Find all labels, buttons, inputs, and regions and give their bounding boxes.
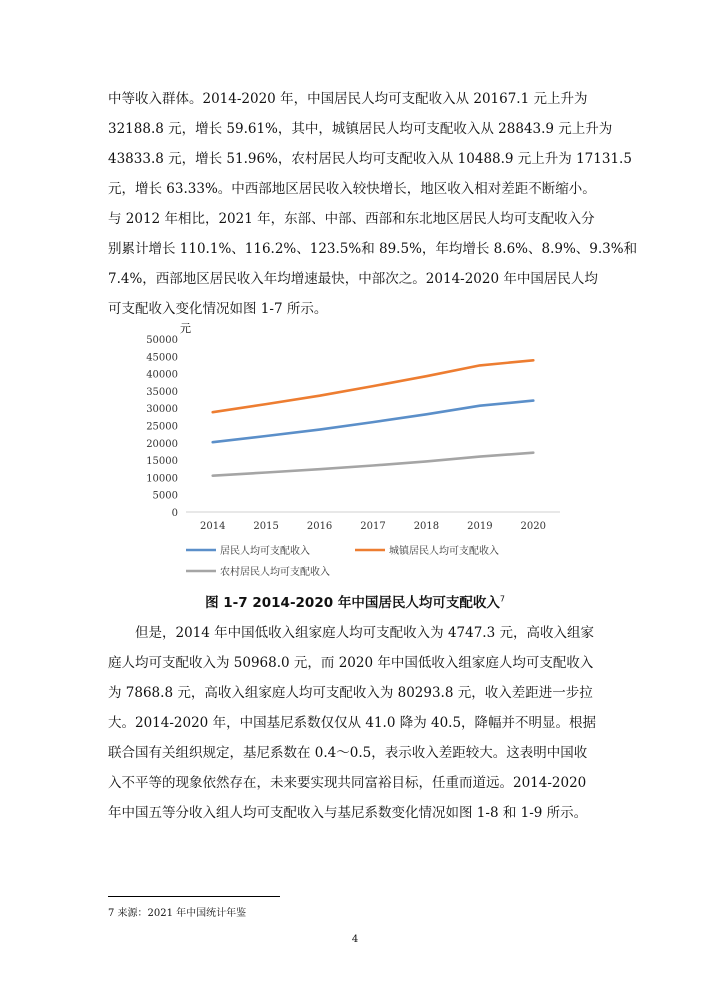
- y-tick-label: 40000: [146, 369, 178, 381]
- x-tick-label: 2019: [467, 521, 493, 532]
- text-line: 庭人均可支配收入为 50968.0 元，而 2020 年中国低收入组家庭人均可支配收入: [108, 655, 594, 671]
- legend-label: 城镇居民人均可支配收入: [389, 546, 499, 557]
- legend-label: 农村居民人均可支配收入: [220, 567, 330, 578]
- text-line: 别累计增长 110.1%、116.2%、123.5%和 89.5%，年均增长 8.6%、8.9%、9.3%和: [108, 241, 638, 257]
- series-line-1: [213, 401, 534, 443]
- x-tick-label: 2015: [253, 521, 279, 532]
- text-line: 32188.8 元，增长 59.61%，其中，城镇居民人均可支配收入从 28843.9 元上升为: [108, 121, 613, 137]
- text-line: 但是，2014 年中国低收入组家庭人均可支配收入为 4747.3 元，高收入组家: [135, 625, 594, 641]
- x-tick-label: 2017: [360, 521, 386, 532]
- text-line: 入不平等的现象依然存在，未来要实现共同富裕目标，任重而道远。2014-2020: [108, 775, 587, 791]
- y-axis-unit-label: 元: [180, 322, 191, 335]
- footnote-divider: [108, 896, 280, 897]
- footnote: 7 来源：2021 年中国统计年鉴: [108, 908, 247, 919]
- text-line: 可支配收入变化情况如图 1-7 所示。: [108, 301, 328, 317]
- y-tick-label: 0: [171, 508, 178, 519]
- x-tick-label: 2014: [199, 521, 226, 532]
- text-line: 中等收入群体。2014-2020 年，中国居民人均可支配收入从 20167.1 元上升为: [108, 91, 588, 107]
- y-tick-label: 30000: [146, 404, 178, 416]
- text-line: 7.4%，西部地区居民收入年均增速最快，中部次之。2014-2020 年中国居民人均: [108, 271, 598, 287]
- text-line: 年中国五等分收入组人均可支配收入与基尼系数变化情况如图 1-8 和 1-9 所示。: [108, 805, 588, 821]
- legend-label: 居民人均可支配收入: [220, 546, 310, 557]
- y-tick-label: 20000: [146, 438, 178, 450]
- y-tick-label: 25000: [146, 421, 178, 433]
- figure-caption: [0, 591, 710, 611]
- text-line: 元，增长 63.33%。中西部地区居民收入较快增长，地区收入相对差距不断缩小。: [108, 181, 596, 197]
- y-tick-label: 35000: [146, 386, 178, 398]
- y-tick-label: 5000: [152, 490, 178, 502]
- x-tick-label: 2018: [413, 521, 440, 532]
- text-line: 联合国有关组织规定，基尼系数在 0.4～0.5，表示收入差距较大。这表明中国收: [108, 745, 588, 761]
- text-line: 43833.8 元，增长 51.96%，农村居民人均可支配收入从 10488.9 元上升为 17131.5: [108, 151, 632, 167]
- page-number: 4: [351, 934, 359, 945]
- text-line: 为 7868.8 元，高收入组家庭人均可支配收入为 80293.8 元，收入差距进一步拉: [108, 685, 593, 701]
- y-tick-label: 10000: [146, 473, 178, 485]
- income-line-chart: [140, 320, 580, 590]
- x-tick-label: 2020: [520, 521, 547, 532]
- paragraph-income-growth: [108, 84, 638, 324]
- y-tick-label: 45000: [146, 352, 178, 364]
- caption-footnote-ref: 7: [499, 594, 505, 604]
- text-line: 与 2012 年相比，2021 年，东部、中部、西部和东北地区居民人均可支配收入分: [108, 211, 595, 227]
- x-tick-label: 2016: [306, 521, 333, 532]
- paragraph-income-gap: [108, 618, 606, 828]
- y-tick-label: 50000: [146, 335, 178, 346]
- series-line-3: [213, 453, 534, 476]
- text-line: 大。2014-2020 年，中国基尼系数仅仅从 41.0 降为 40.5，降幅并不明显。根据: [108, 715, 597, 731]
- y-tick-label: 15000: [146, 456, 178, 468]
- caption-text: 图 1-7 2014-2020 年中国居民人均可支配收入: [205, 595, 500, 611]
